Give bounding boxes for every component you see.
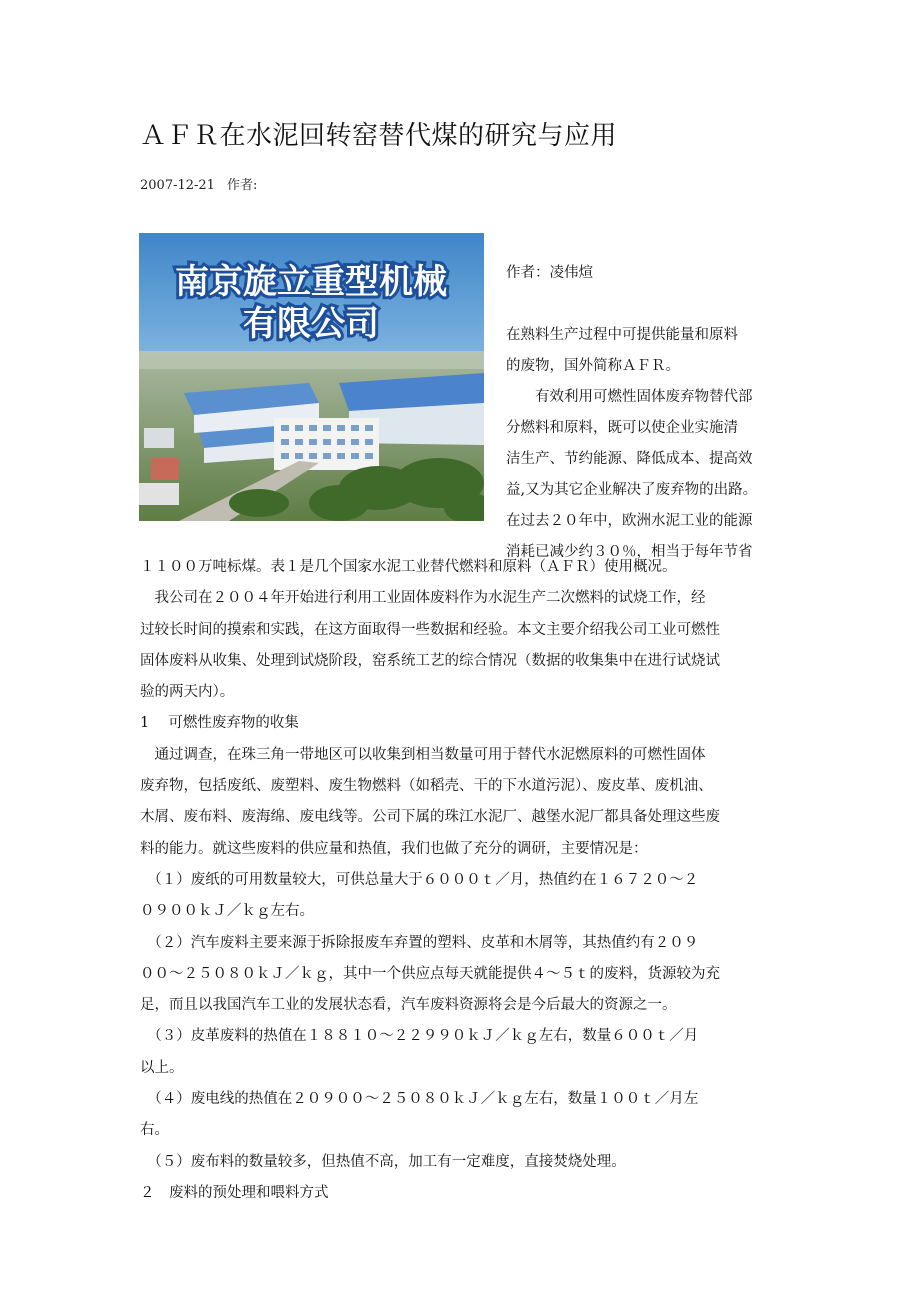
side-line: 的废物，国外简称ＡＦＲ。 [506,358,680,374]
side-line: 在过去２０年中，欧洲水泥工业的能源 [506,513,753,529]
section-heading: ２ 废料的预处理和喂料方式 [140,1184,329,1201]
body-line: ００～２５０８０ｋＪ／ｋｇ，其中一个供应点每天就能提供４～５ｔ的废料，货源较为充 [140,965,720,982]
body-line: （３）皮革废料的热值在１８８１０～２２９９０ｋＪ／ｋｇ左右，数量６００ｔ／月 [140,1028,699,1045]
body-line: 我公司在２００４年开始进行利用工业固体废料作为水泥生产二次燃料的试烧工作，经 [140,590,706,607]
body-line: 足，而且以我国汽车工业的发展状态看，汽车废料资源将会是今后最大的资源之一。 [140,997,677,1014]
side-line: 消耗已减少约３０％，相当于每年节省 [506,544,753,560]
banner-line-1: 南京旋立重型机械 [175,262,447,302]
body-line: 过较长时间的摸索和实践，在这方面取得一些数据和经验。本文主要介绍我公司工业可燃性 [140,621,720,638]
body-line: 右。 [140,1122,169,1139]
body-line: （４）废电线的热值在２０９００～２５０８０ｋＪ／ｋｇ左右，数量１００ｔ／月左 [140,1091,699,1108]
body-line: （２）汽车废料主要来源于拆除报废车弃置的塑料、皮革和木屑等，其热值约有２０９ [140,934,699,951]
section-heading: 1 可燃性废弃物的收集 [140,715,299,732]
side-text-column [506,258,786,568]
body-line: 固体废料从收集、处理到试烧阶段，窑系统工艺的综合情况（数据的收集集中在进行试烧试 [140,652,720,669]
body-line: 以上。 [140,1059,184,1076]
article-meta [140,176,257,196]
body-line: 废弃物，包括废纸、废塑料、废生物燃料（如稻壳、干的下水道污泥）、废皮革、废机油、 [140,778,713,795]
side-line: 有效利用可燃性固体废弃物替代部 [506,389,753,405]
banner-line-2: 有限公司 [243,304,379,344]
publish-date: 2007-12-21 [140,178,215,193]
byline: 作者：凌伟煊 [506,265,593,281]
body-line: ０９００ｋＪ／ｋｇ左右。 [140,903,314,920]
body-line: （１）废纸的可用数量较大，可供总量大于６０００ｔ／月，热值约在１６７２０～２ [140,871,699,888]
side-line: 洁生产、节约能源、降低成本、提高效 [506,451,753,467]
side-line: 在熟料生产过程中可提供能量和原料 [506,327,738,343]
article-body [140,552,780,1209]
body-line: 验的两天内）。 [140,684,235,701]
body-line: 通过调查，在珠三角一带地区可以收集到相当数量可用于替代水泥燃原料的可燃性固体 [140,746,706,763]
side-line: 益,又为其它企业解决了废弃物的出路。 [506,482,758,498]
body-line: １１００万吨标煤。表１是几个国家水泥工业替代燃料和原料（ＡＦＲ）使用概况。 [140,559,677,575]
body-line: （５）废布料的数量较多，但热值不高，加工有一定难度，直接焚烧处理。 [140,1153,626,1170]
body-line: 木屑、废布料、废海绵、废电线等。公司下属的珠江水泥厂、越堡水泥厂都具备处理这些废 [140,809,720,826]
side-line: 分燃料和原料，既可以使企业实施清 [506,420,738,436]
body-line: 料的能力。就这些废料的供应量和热值，我们也做了充分的调研，主要情况是： [140,840,648,857]
company-photo [139,233,484,521]
article-title: ＡＦＲ在水泥回转窑替代煤的研究与应用 [140,121,618,151]
author-label: 作者: [226,178,258,193]
